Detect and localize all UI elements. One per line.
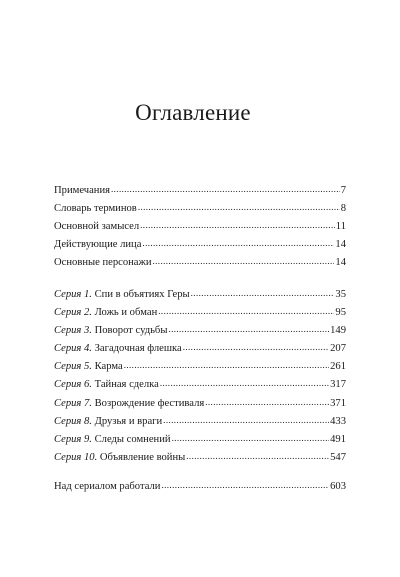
toc-entry-page: 14 (335, 257, 346, 269)
episode-number: Серия 6. (54, 379, 92, 391)
episode-number: Серия 9. (54, 433, 92, 445)
toc-entry-main-idea (54, 217, 346, 235)
toc-entry-episode-3 (54, 321, 346, 339)
dot-leader (138, 198, 340, 217)
toc-entry-label: Действующие лица (54, 239, 142, 251)
episode-number: Серия 10. (54, 451, 98, 463)
toc-entry-episode-5 (54, 357, 346, 375)
episode-title: Объявление войны (99, 451, 186, 463)
toc-entry-page: 149 (330, 325, 346, 337)
dot-leader (160, 374, 329, 393)
dot-leader (161, 476, 329, 495)
dot-leader (172, 429, 330, 448)
toc-entry-page: 317 (330, 379, 346, 391)
toc-entry-episode-9 (54, 430, 346, 448)
toc-entry-label: Основные персонажи (54, 257, 152, 269)
toc-section-front-matter (54, 181, 346, 271)
episode-title: Ложь и обман (94, 307, 158, 319)
episode-number: Серия 7. (54, 397, 92, 409)
episode-number: Серия 4. (54, 343, 92, 355)
dot-leader (205, 393, 329, 412)
toc-entry-page: 547 (330, 451, 346, 463)
toc-entry-page: 207 (330, 343, 346, 355)
toc-entry-episode-10 (54, 448, 346, 466)
dot-leader (168, 320, 329, 339)
toc-entry-cast (54, 235, 346, 253)
episode-title: Следы сомнений (94, 433, 171, 445)
toc-entry-page: 35 (335, 289, 346, 300)
toc-entry-episode-8 (54, 412, 346, 430)
page-title: Оглавление (135, 100, 251, 125)
toc-entry-page: 14 (335, 239, 346, 251)
toc-entry-page: 433 (330, 415, 346, 427)
episode-number: Серия 5. (54, 361, 92, 373)
toc-entry-episode-6 (54, 375, 346, 393)
toc-entry-page: 8 (340, 203, 346, 215)
toc-section-episodes (54, 285, 346, 466)
episode-title: Карма (94, 361, 123, 373)
episode-number: Серия 3. (54, 325, 92, 337)
dot-leader (153, 252, 335, 271)
dot-leader (186, 447, 329, 466)
dot-leader (163, 411, 329, 430)
toc-entry-page: 603 (330, 481, 346, 492)
toc-entry-episode-2 (54, 303, 346, 321)
episode-number: Серия 2. (54, 307, 92, 319)
episode-title: Тайная сделка (94, 379, 159, 391)
toc-entry-notes (54, 181, 346, 199)
episode-number: Серия 1. (54, 289, 92, 300)
toc-entry-credits (54, 477, 346, 495)
toc-entry-page: 11 (335, 221, 346, 233)
dot-leader (124, 356, 329, 375)
toc-entry-page: 7 (340, 185, 346, 196)
episode-title: Спи в объятиях Геры (94, 289, 190, 300)
episode-number: Серия 8. (54, 415, 92, 427)
toc-entry-episode-1 (54, 285, 346, 303)
dot-leader (140, 216, 335, 235)
toc-entry-page: 371 (330, 397, 346, 409)
toc-entry-label: Примечания (54, 185, 110, 196)
toc-entry-page: 95 (335, 307, 346, 319)
toc-entry-episode-7 (54, 394, 346, 412)
toc-section-credits (54, 477, 346, 495)
toc-entry-glossary (54, 199, 346, 217)
dot-leader (142, 234, 334, 253)
episode-title: Поворот судьбы (94, 325, 168, 337)
dot-leader (111, 180, 340, 199)
dot-leader (158, 302, 334, 321)
toc-entry-page: 491 (330, 433, 346, 445)
toc-entry-main-characters (54, 253, 346, 271)
episode-title: Загадочная флешка (94, 343, 182, 355)
toc-entry-label: Словарь терминов (54, 203, 137, 215)
dot-leader (191, 284, 335, 303)
episode-title: Возрождение фестиваля (94, 397, 205, 409)
toc-entry-page: 261 (330, 361, 346, 373)
toc-entry-label: Основной замысел (54, 221, 140, 233)
toc-entry-episode-4 (54, 339, 346, 357)
toc-entry-label: Над сериалом работали (54, 481, 161, 492)
episode-title: Друзья и враги (94, 415, 163, 427)
dot-leader (183, 338, 329, 357)
